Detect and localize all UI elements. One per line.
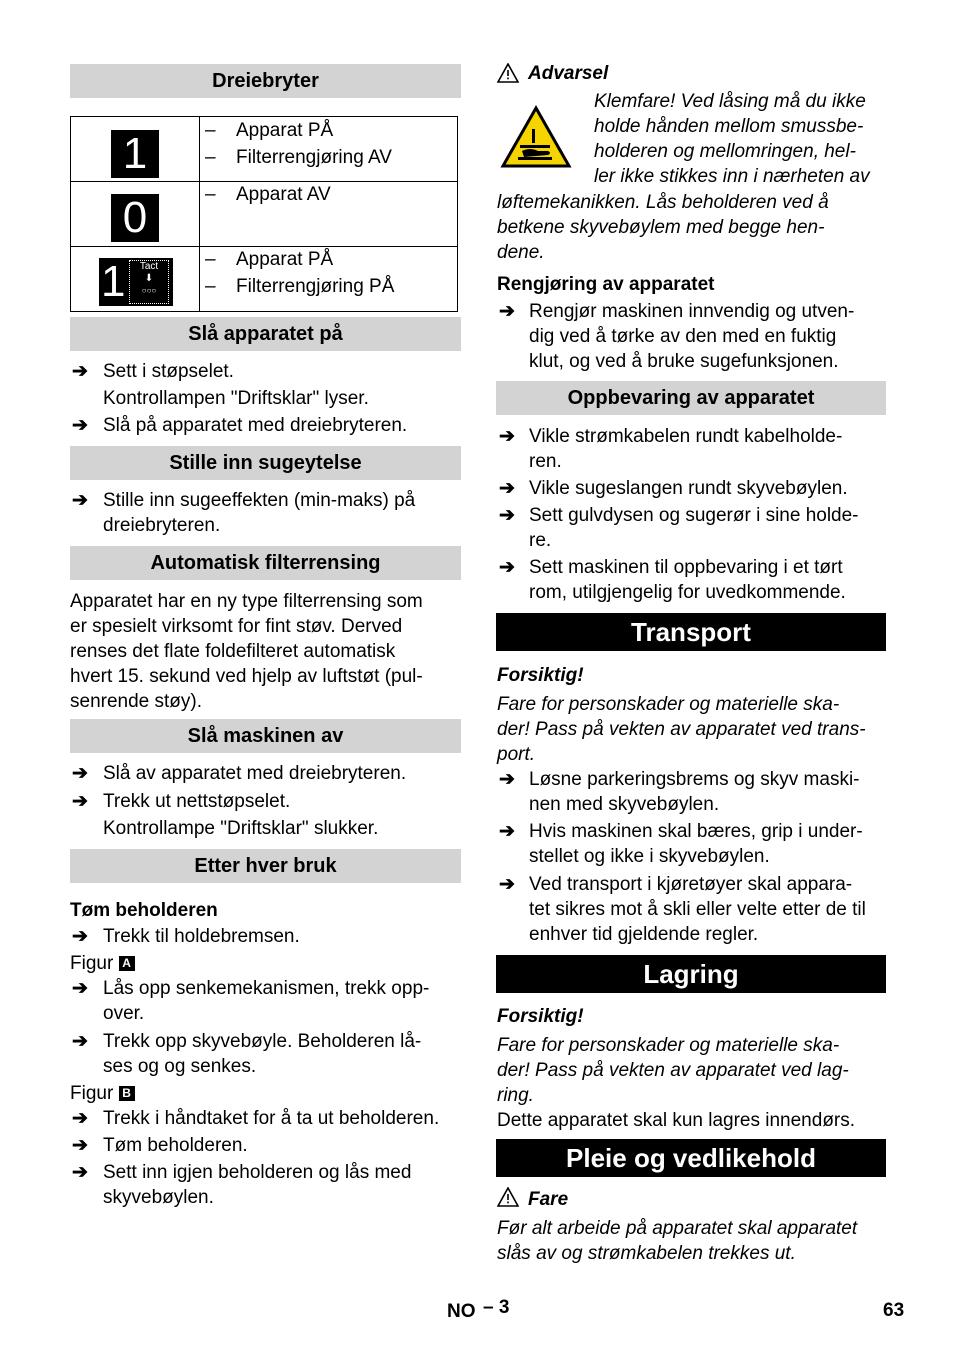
switch-items — [200, 247, 457, 311]
caution-text: der! Pass på vekten av apparatet ved lag- — [497, 1060, 849, 1081]
step-text: stellet og ikke i skyvebøylen. — [529, 846, 770, 867]
warning-text: holde hånden mellom smussbe- — [594, 116, 864, 137]
step-text: Vikle strømkabelen rundt kabelholde- — [529, 426, 843, 447]
step-text: Slå på apparatet med dreiebryteren. — [103, 415, 408, 436]
caution-text: Fare for personskader og materielle ska- — [497, 694, 840, 715]
step-text: Tøm beholderen. — [103, 1135, 248, 1156]
tact-box — [129, 260, 169, 304]
step-text: Trekk i håndtaket for å ta ut beholderen. — [103, 1108, 440, 1129]
step-text: re. — [529, 530, 552, 551]
caution-text: port. — [497, 744, 536, 765]
arrow-icon: ➔ — [499, 505, 515, 526]
step-text: nen med skyvebøylen. — [529, 794, 720, 815]
step-text: tet sikres mot å skli eller velte etter de til — [529, 899, 866, 920]
warning-text: holderen og mellomringen, hel- — [594, 141, 856, 162]
section-header-oppbevaring: Oppbevaring av apparatet — [496, 381, 886, 415]
arrow-icon: ➔ — [72, 791, 88, 812]
paragraph-line: er spesielt virksomt for fint støv. Derved — [70, 616, 403, 637]
footer-section-number: – 3 — [483, 1297, 510, 1318]
step-text: Sett inn igjen beholderen og lås med — [103, 1162, 412, 1183]
dash: – — [205, 184, 216, 205]
arrow-icon: ➔ — [499, 478, 515, 499]
caution-label: Forsiktig! — [497, 665, 584, 686]
switch-position-icon — [71, 247, 199, 311]
switch-position-icon — [71, 182, 199, 246]
step-text: skyvebøylen. — [103, 1187, 214, 1208]
page-number: 63 — [883, 1300, 905, 1321]
arrow-icon: ➔ — [72, 361, 88, 382]
arrow-icon: ➔ — [499, 874, 515, 895]
switch-tact-digit: 1 — [101, 257, 126, 306]
arrow-icon: ➔ — [499, 301, 515, 322]
step-text: Trekk opp skyvebøyle. Beholderen lå- — [103, 1031, 422, 1052]
table-row — [71, 247, 458, 312]
list-item: Apparat PÅ — [236, 120, 334, 141]
step-text: ses og og senkes. — [103, 1056, 257, 1077]
caution-label: Forsiktig! — [497, 1006, 584, 1027]
step-text: klut, og ved å bruke sugefunksjonen. — [529, 351, 839, 372]
section-header-dreiebryter: Dreiebryter — [70, 64, 461, 98]
section-header-etter-bruk: Etter hver bruk — [70, 849, 461, 883]
section-header-sla-pa: Slå apparatet på — [70, 317, 461, 351]
warning-triangle-icon — [497, 63, 519, 83]
dash: – — [205, 249, 216, 270]
warning-text: løftemekanikken. Lås beholderen ved å — [497, 192, 829, 213]
paragraph-line: Dette apparatet skal kun lagres innendørs. — [497, 1110, 856, 1131]
step-text: Kontrollampe "Driftsklar" slukker. — [103, 818, 379, 839]
subheading: Tøm beholderen — [70, 900, 218, 921]
tact-down-arrow-icon: ⬇ — [144, 273, 154, 284]
section-header-filterrensing: Automatisk filterrensing — [70, 546, 461, 580]
arrow-icon: ➔ — [499, 769, 515, 790]
arrow-icon: ➔ — [72, 490, 88, 511]
step-text: rom, utilgjengelig for uvedkommende. — [529, 582, 846, 603]
section-header-pleie: Pleie og vedlikehold — [496, 1139, 886, 1177]
list-item: Filterrengjøring AV — [236, 147, 392, 168]
step-text: Trekk til holdebremsen. — [103, 926, 300, 947]
figure-label: Figur — [70, 1083, 114, 1104]
danger-text: Før alt arbeide på apparatet skal apparatet — [497, 1218, 858, 1239]
step-text: dig ved å tørke av den med en fuktig — [529, 326, 837, 347]
list-item: Apparat AV — [236, 184, 331, 205]
step-text: Sett gulvdysen og sugerør i sine holde- — [529, 505, 859, 526]
step-text: Trekk ut nettstøpselet. — [103, 791, 291, 812]
step-text: ren. — [529, 451, 562, 472]
warning-triangle-icon — [497, 1187, 519, 1207]
switch-tact-icon — [99, 258, 173, 306]
switch-items — [200, 117, 457, 181]
switch-position-icon — [71, 117, 199, 181]
step-text: Sett maskinen til oppbevaring i et tørt — [529, 557, 843, 578]
arrow-icon: ➔ — [72, 926, 88, 947]
warning-text: Klemfare! Ved låsing må du ikke — [594, 91, 866, 112]
tact-dots-icon: ○○○ — [141, 286, 157, 295]
arrow-icon: ➔ — [72, 978, 88, 999]
step-text: over. — [103, 1003, 145, 1024]
danger-label: Fare — [528, 1189, 569, 1210]
step-text: Kontrollampen "Driftsklar" lyser. — [103, 388, 369, 409]
arrow-icon: ➔ — [72, 1162, 88, 1183]
arrow-icon: ➔ — [72, 415, 88, 436]
step-text: Stille inn sugeeffekten (min-maks) på — [103, 490, 416, 511]
caution-text: ring. — [497, 1085, 534, 1106]
list-item: Apparat PÅ — [236, 249, 334, 270]
caution-text: Fare for personskader og materielle ska- — [497, 1035, 840, 1056]
section-header-transport: Transport — [496, 613, 886, 651]
switch-table — [70, 116, 458, 312]
paragraph-line: renses det flate foldefilteret automatisk — [70, 641, 396, 662]
arrow-icon: ➔ — [72, 1135, 88, 1156]
crush-hazard-icon — [500, 105, 572, 169]
section-header-sla-av: Slå maskinen av — [70, 719, 461, 753]
step-text: Slå av apparatet med dreiebryteren. — [103, 763, 407, 784]
paragraph-line: senrende støy). — [70, 691, 202, 712]
switch-items — [200, 182, 457, 246]
figure-ref — [70, 951, 135, 976]
arrow-icon: ➔ — [72, 1031, 88, 1052]
step-text: enhver tid gjeldende regler. — [529, 924, 759, 945]
warning-label: Advarsel — [528, 63, 609, 84]
figure-ref — [70, 1081, 135, 1106]
step-text: Hvis maskinen skal bæres, grip i under- — [529, 821, 863, 842]
step-text: Løsne parkeringsbrems og skyv maski- — [529, 769, 860, 790]
warning-text: betkene skyvebøylem med begge hen- — [497, 217, 825, 238]
tact-label: Tact — [139, 261, 159, 272]
section-header-lagring: Lagring — [496, 955, 886, 993]
dash: – — [205, 120, 216, 141]
step-text: Sett i støpselet. — [103, 361, 234, 382]
arrow-icon: ➔ — [499, 557, 515, 578]
step-text: Ved transport i kjøretøyer skal appara- — [529, 874, 853, 895]
arrow-icon: ➔ — [72, 763, 88, 784]
switch-on-icon: 1 — [111, 130, 159, 178]
section-header-sugeytelse: Stille inn sugeytelse — [70, 446, 461, 480]
arrow-icon: ➔ — [499, 426, 515, 447]
arrow-icon: ➔ — [499, 821, 515, 842]
figure-a-badge: A — [119, 956, 135, 971]
table-row — [71, 182, 458, 247]
figure-b-badge: B — [119, 1086, 135, 1101]
paragraph-line: Apparatet har en ny type filterrensing som — [70, 591, 423, 612]
step-text: dreiebryteren. — [103, 515, 221, 536]
caution-text: der! Pass på vekten av apparatet ved trans- — [497, 719, 866, 740]
step-text: Vikle sugeslangen rundt skyvebøylen. — [529, 478, 848, 499]
danger-text: slås av og strømkabelen trekkes ut. — [497, 1243, 796, 1264]
paragraph-line: hvert 15. sekund ved hjelp av luftstøt (pul- — [70, 666, 423, 687]
dash: – — [205, 147, 216, 168]
dash: – — [205, 276, 216, 297]
arrow-icon: ➔ — [72, 1108, 88, 1129]
table-row — [71, 117, 458, 182]
subheading: Rengjøring av apparatet — [497, 274, 715, 295]
warning-text: ler ikke stikkes inn i nærheten av — [594, 166, 870, 187]
footer-language: NO — [447, 1301, 476, 1322]
list-item: Filterrengjøring PÅ — [236, 276, 395, 297]
step-text: Lås opp senkemekanismen, trekk opp- — [103, 978, 430, 999]
step-text: Rengjør maskinen innvendig og utven- — [529, 301, 855, 322]
switch-off-icon: 0 — [111, 194, 159, 242]
figure-label: Figur — [70, 953, 114, 974]
warning-text: dene. — [497, 242, 545, 263]
